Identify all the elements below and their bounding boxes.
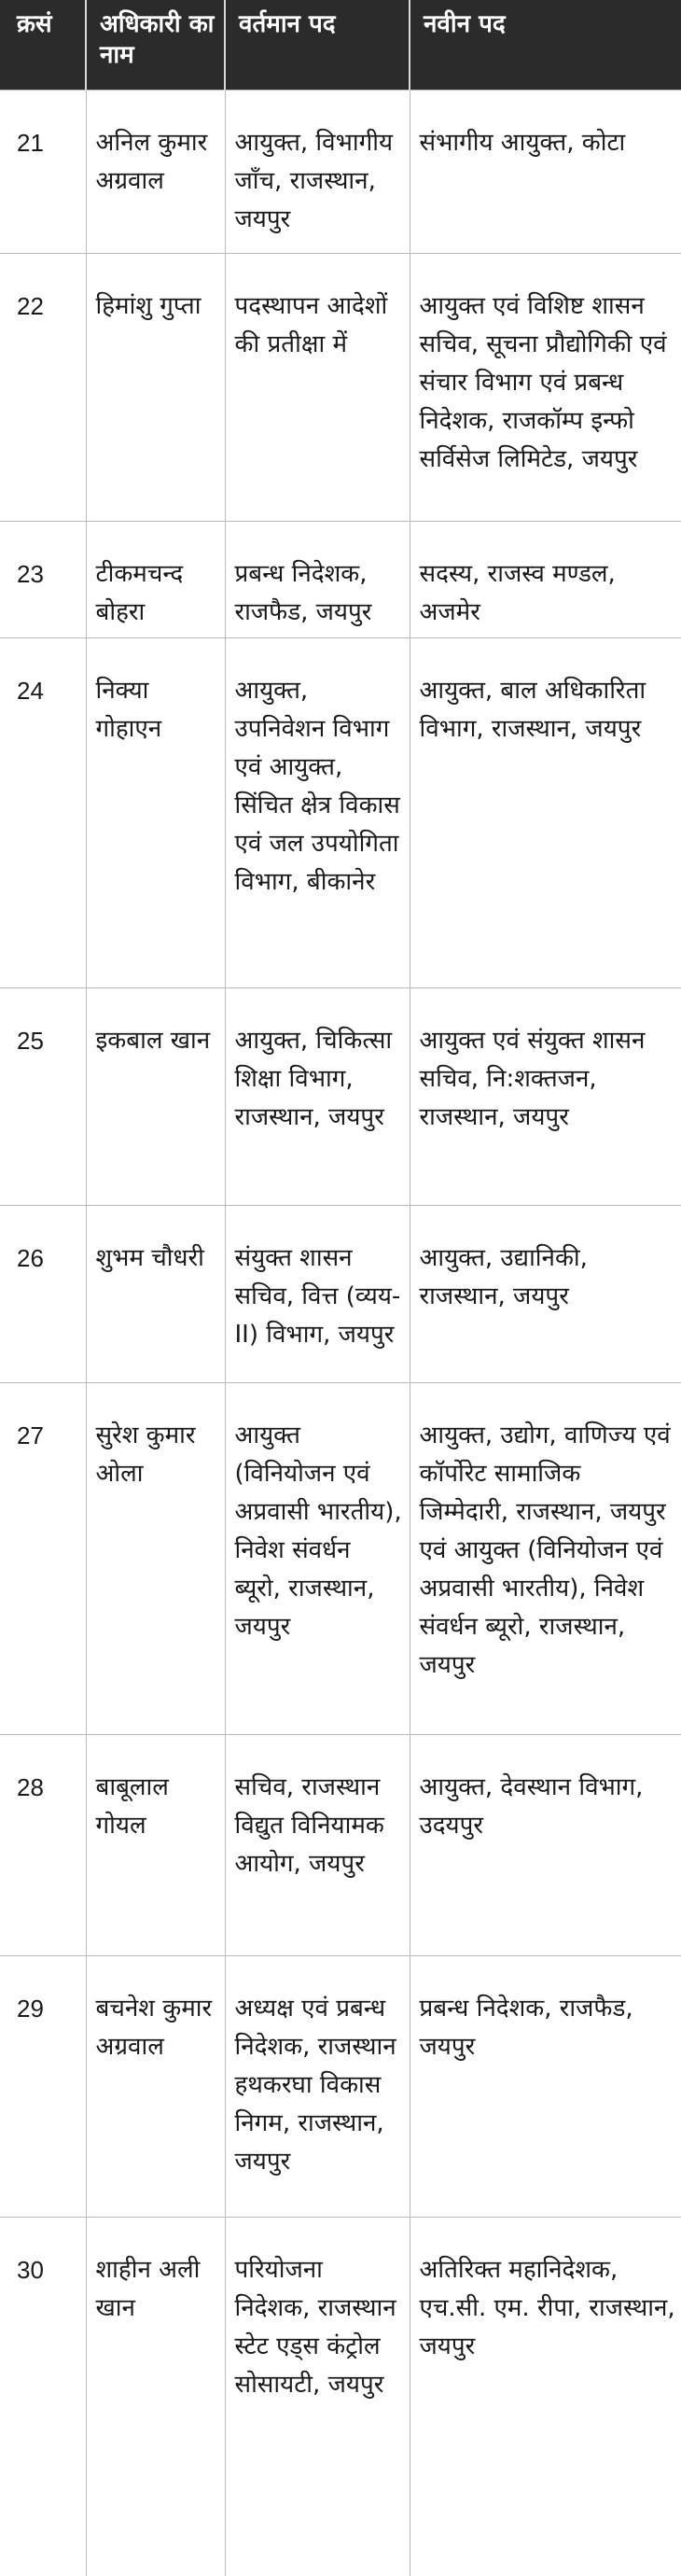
header-row (0, 0, 681, 90)
serial-cell: 29 (0, 1955, 86, 2217)
officer-name-cell: शाहीन अली खान (86, 2217, 225, 2576)
new-post-cell: आयुक्त एवं विशिष्ट शासन सचिव, सूचना प्रौद्योगिकी एवं संचार विभाग एवं प्रबन्ध निदेशक, राजकॉम्प इन्फो सर्विसेज लिमिटेड, जयपुर (410, 253, 681, 521)
table-body (0, 90, 681, 2576)
current-post-cell: आयुक्त, उपनिवेशन विभाग एवं आयुक्त, सिंचित क्षेत्र विकास एवं जल उपयोगिता विभाग, बीकानेर (225, 637, 410, 987)
officer-name-cell: शुभम चौधरी (86, 1205, 225, 1382)
officer-name-cell: हिमांशु गुप्ता (86, 253, 225, 521)
new-post-cell: संभागीय आयुक्त, कोटा (410, 90, 681, 253)
table-header (0, 0, 681, 90)
new-post-cell: अतिरिक्त महानिदेशक, एच.सी. एम. रीपा, राजस्थान, जयपुर (410, 2217, 681, 2576)
serial-cell: 25 (0, 987, 86, 1205)
table-row (0, 1955, 681, 2217)
officer-name-cell: बचनेश कुमार अग्रवाल (86, 1955, 225, 2217)
table-row (0, 1205, 681, 1382)
officer-name-cell: निक्या गोहाएन (86, 637, 225, 987)
new-post-cell: आयुक्त, बाल अधिकारिता विभाग, राजस्थान, जयपुर (410, 637, 681, 987)
current-post-cell: संयुक्त शासन सचिव, वित्त (व्यय-II) विभाग, जयपुर (225, 1205, 410, 1382)
serial-cell: 30 (0, 2217, 86, 2576)
table-row (0, 637, 681, 987)
table-row (0, 521, 681, 637)
officer-name-cell: अनिल कुमार अग्रवाल (86, 90, 225, 253)
current-post-cell: आयुक्त, चिकित्सा शिक्षा विभाग, राजस्थान, जयपुर (225, 987, 410, 1205)
table-row (0, 2217, 681, 2576)
header-current-post: वर्तमान पद (225, 0, 410, 90)
new-post-cell: आयुक्त, उद्यानिकी, राजस्थान, जयपुर (410, 1205, 681, 1382)
header-serial: क्रसं (17, 10, 52, 38)
serial-cell: 22 (0, 253, 86, 521)
current-post-cell: आयुक्त (विनियोजन एवं अप्रवासी भारतीय), निवेश संवर्धन ब्यूरो, राजस्थान, जयपुर (225, 1382, 410, 1734)
table-row (0, 1382, 681, 1734)
current-post-cell: आयुक्त, विभागीय जाँच, राजस्थान, जयपुर (225, 90, 410, 253)
officer-name-cell: सुरेश कुमार ओला (86, 1382, 225, 1734)
new-post-cell: प्रबन्ध निदेशक, राजफैड, जयपुर (410, 1955, 681, 2217)
serial-cell: 24 (0, 637, 86, 987)
current-post-cell: अध्यक्ष एवं प्रबन्ध निदेशक, राजस्थान हथकरघा विकास निगम, राजस्थान, जयपुर (225, 1955, 410, 2217)
serial-cell: 27 (0, 1382, 86, 1734)
table-row (0, 253, 681, 521)
header-new-post: नवीन पद (410, 0, 681, 90)
new-post-cell: आयुक्त, उद्योग, वाणिज्य एवं कॉर्पोरेट सामाजिक जिम्मेदारी, राजस्थान, जयपुर एवं आयुक्त (विनियोजन एवं अप्रवासी भारतीय), निवेश संवर्धन ब्यूरो, राजस्थान, जयपुर (410, 1382, 681, 1734)
serial-cell: 26 (0, 1205, 86, 1382)
serial-cell: 21 (0, 90, 86, 253)
current-post-cell: पदस्थापन आदेशों की प्रतीक्षा में (225, 253, 410, 521)
table-row (0, 987, 681, 1205)
officer-name-cell: इकबाल खान (86, 987, 225, 1205)
new-post-cell: सदस्य, राजस्व मण्डल, अजमेर (410, 521, 681, 637)
new-post-cell: आयुक्त, देवस्थान विभाग, उदयपुर (410, 1734, 681, 1955)
officer-name-cell: बाबूलाल गोयल (86, 1734, 225, 1955)
current-post-cell: सचिव, राजस्थान विद्युत विनियामक आयोग, जयपुर (225, 1734, 410, 1955)
current-post-cell: प्रबन्ध निदेशक, राजफैड, जयपुर (225, 521, 410, 637)
serial-cell: 23 (0, 521, 86, 637)
serial-cell: 28 (0, 1734, 86, 1955)
new-post-cell: आयुक्त एवं संयुक्त शासन सचिव, नि:शक्तजन, राजस्थान, जयपुर (410, 987, 681, 1205)
officer-name-cell: टीकमचन्द बोहरा (86, 521, 225, 637)
current-post-cell: परियोजना निदेशक, राजस्थान स्टेट एड्स कंट्रोल सोसायटी, जयपुर (225, 2217, 410, 2576)
table-row (0, 90, 681, 253)
table-row (0, 1734, 681, 1955)
header-officer-name: अधिकारी का नाम (86, 0, 225, 90)
